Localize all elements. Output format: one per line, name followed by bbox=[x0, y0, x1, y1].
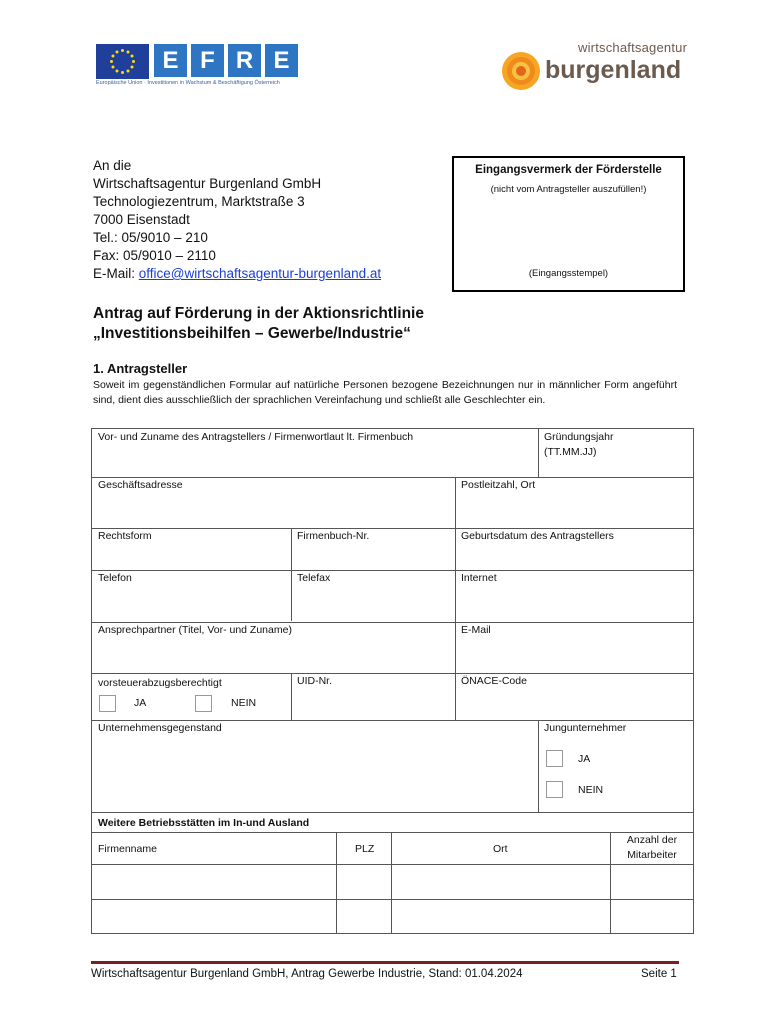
field-label-phone: Telefon bbox=[98, 572, 132, 584]
vat-no-label: NEIN bbox=[231, 697, 257, 709]
staff-label-2: Mitarbeiter bbox=[627, 849, 677, 861]
field-label-founding-year bbox=[544, 430, 613, 460]
eu-star-icon bbox=[116, 70, 119, 73]
eu-star-icon bbox=[110, 60, 113, 63]
field-label-birthdate: Geburtsdatum des Antragstellers bbox=[461, 530, 614, 542]
vat-yes-label: JA bbox=[134, 697, 147, 709]
applicant-form-table bbox=[91, 428, 694, 934]
col-header-plz: PLZ bbox=[355, 843, 375, 855]
footer-text: Wirtschaftsagentur Burgenland GmbH, Antrag Gewerbe Industrie, Stand: 01.04.2024 bbox=[91, 968, 523, 980]
address-fax: Fax: 05/9010 – 2110 bbox=[93, 248, 216, 263]
eu-star-icon bbox=[127, 50, 130, 53]
address-line: 7000 Eisenstadt bbox=[93, 212, 190, 227]
staff-label-1: Anzahl der bbox=[626, 834, 678, 846]
field-label-uid: UID-Nr. bbox=[297, 675, 332, 687]
eu-star-icon bbox=[121, 71, 124, 74]
founding-label: Gründungsjahr bbox=[544, 431, 614, 443]
efre-letter-e1: E bbox=[154, 44, 187, 77]
col-header-staff bbox=[611, 833, 693, 863]
document-title bbox=[93, 304, 424, 344]
eu-star-icon bbox=[132, 60, 135, 63]
recipient-address bbox=[93, 157, 381, 283]
vat-yes-checkbox[interactable] bbox=[99, 695, 116, 712]
sun-logo-icon bbox=[500, 50, 542, 92]
address-line: Wirtschaftsagentur Burgenland GmbH bbox=[93, 176, 322, 191]
page-number: Seite 1 bbox=[641, 968, 677, 980]
eu-star-icon bbox=[116, 50, 119, 53]
field-label-young-entrepreneur: Jungunternehmer bbox=[544, 722, 627, 734]
section-intro: Soweit im gegenständlichen Formular auf natürliche Personen bezogene Bezeichnungen nur in männlicher Form angeführt sind, dient dies ausschließlich der sprachlichen Vereinfachung und schließt alle Geschlechter ein. bbox=[93, 379, 677, 406]
stamp-footer: (Eingangsstempel) bbox=[528, 268, 609, 279]
eu-star-icon bbox=[131, 66, 134, 69]
young-yes-checkbox[interactable] bbox=[546, 750, 563, 767]
field-label-postal: Postleitzahl, Ort bbox=[461, 479, 536, 491]
efre-letter-f: F bbox=[191, 44, 224, 77]
field-label-internet: Internet bbox=[461, 572, 497, 584]
address-line: Technologiezentrum, Marktstraße 3 bbox=[93, 194, 305, 209]
title-line-1: Antrag auf Förderung in der Aktionsrichtlinie bbox=[93, 305, 424, 322]
young-yes-label: JA bbox=[578, 753, 591, 765]
wirtschaftsagentur-wordmark: wirtschaftsagentur bbox=[578, 40, 688, 55]
stamp-subtitle: (nicht vom Antragsteller auszufüllen!) bbox=[490, 184, 647, 195]
burgenland-wordmark: burgenland bbox=[545, 56, 682, 84]
field-label-applicant-name: Vor- und Zuname des Antragstellers / Firmenwortlaut lt. Firmenbuch bbox=[98, 431, 414, 443]
eu-star-icon bbox=[111, 66, 114, 69]
footer-divider bbox=[91, 961, 679, 964]
eu-star-icon bbox=[131, 55, 134, 58]
email-label: E-Mail: bbox=[93, 266, 139, 281]
field-label-contact: Ansprechpartner (Titel, Vor- und Zuname) bbox=[98, 624, 292, 636]
stamp-title: Eingangsvermerk der Förderstelle bbox=[475, 164, 662, 176]
field-label-oenace: ÖNACE-Code bbox=[461, 675, 527, 687]
receipt-stamp-box bbox=[452, 156, 685, 292]
address-phone: Tel.: 05/9010 – 210 bbox=[93, 230, 208, 245]
eu-star-icon bbox=[111, 55, 114, 58]
field-label-address: Geschäftsadresse bbox=[98, 479, 183, 491]
young-no-checkbox[interactable] bbox=[546, 781, 563, 798]
founding-format: (TT.MM.JJ) bbox=[544, 446, 597, 458]
efre-letter-r: R bbox=[228, 44, 261, 77]
address-email-row bbox=[93, 265, 381, 283]
field-label-register-no: Firmenbuch-Nr. bbox=[297, 530, 370, 542]
field-label-legal-form: Rechtsform bbox=[98, 530, 152, 542]
eu-flag-logo bbox=[96, 44, 149, 79]
email-link[interactable]: office@wirtschaftsagentur-burgenland.at bbox=[138, 266, 382, 281]
other-sites-heading: Weitere Betriebsstätten im In-und Ausland bbox=[98, 817, 310, 829]
efre-caption: Europäische Union · Investitionen in Wachstum & Beschäftigung Österreich bbox=[96, 80, 280, 86]
eu-star-icon bbox=[127, 70, 130, 73]
field-label-fax: Telefax bbox=[297, 572, 331, 584]
field-label-email: E-Mail bbox=[461, 624, 491, 636]
address-line: An die bbox=[93, 158, 132, 173]
col-header-ort: Ort bbox=[493, 843, 508, 855]
col-header-company: Firmenname bbox=[98, 843, 157, 855]
vat-no-checkbox[interactable] bbox=[195, 695, 212, 712]
young-no-label: NEIN bbox=[578, 784, 604, 796]
field-label-business: Unternehmensgegenstand bbox=[98, 722, 222, 734]
title-line-2: „Investitionsbeihilfen – Gewerbe/Industrie“ bbox=[93, 325, 411, 342]
efre-letter-e2: E bbox=[265, 44, 298, 77]
eu-star-icon bbox=[121, 49, 124, 52]
field-label-vat-eligible: vorsteuerabzugsberechtigt bbox=[98, 677, 222, 689]
section-heading: 1. Antragsteller bbox=[93, 361, 188, 376]
